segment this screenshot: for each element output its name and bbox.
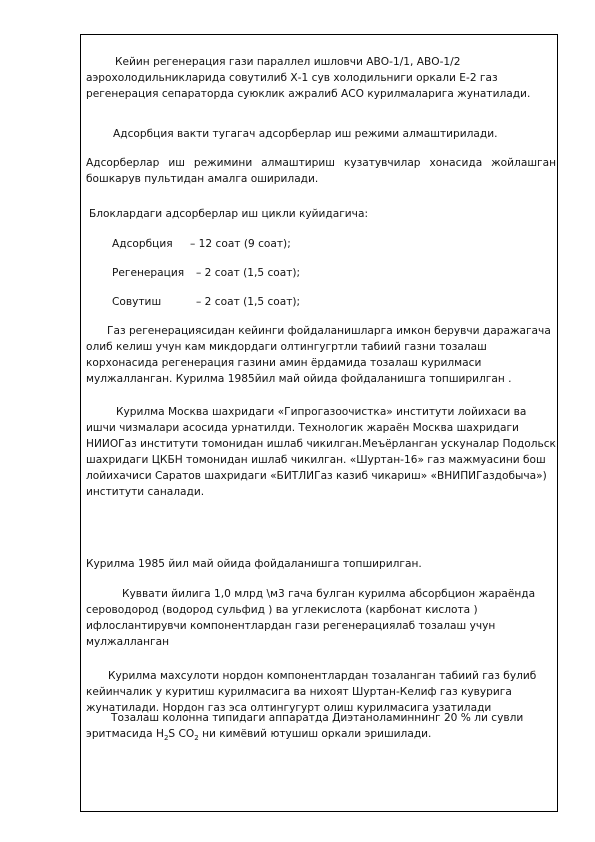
paragraph-commissioning: Курилма 1985 йил май ойида фойдаланишга топширилган. <box>86 558 422 570</box>
paragraph-cycle-intro: Блоклардаги адсорберлар иш цикли куйидагича: <box>89 208 369 220</box>
cycle-value: – 2 соат (1,5 соат); <box>196 296 301 308</box>
paragraph-column-cleaning: Тозалаш колонна типидаги аппаратда Диэтаноламиннинг 20 % ли сувли эритмасида $Н_2S$ $CO_2$ ни кимёвий ютушиш оркали эришилади. <box>86 712 524 743</box>
cycle-value: – 2 соат (1,5 соат); <box>196 267 301 279</box>
paragraph-amine-cleaning: Газ регенерациясидан кейинги фойдаланишларга имкон берувчи даражагача олиб келиш учун кам микдордаги олтингугртли табиий газни тозалаш корхонасида регенерация газини амин ёрдамида тозалаш курилмаси мулжалланган. Курилма 1985йил май ойида фойдаланишга топширилган . <box>86 325 551 385</box>
cycle-row-adsorption <box>112 236 291 252</box>
paragraph-regeneration-cooling: Кейин регенерация гази параллел ишловчи АВО-1/1, АВО-1/2 аэрохолодильникларида совутилиб Х-1 сув холодильниги оркали Е-2 газ регенерация сепараторда суюклик ажралиб АСО курилмаларига жунатилади. <box>86 56 531 100</box>
paragraph-product: Курилма махсулоти нордон компонентлардан тозаланган табиий газ булиб кейинчалик у куритиш курилмасига ва нихоят Шуртан-Келиф газ кувурига жунатилади. Нордон газ эса олтингугурт олиш курилмасига узатилади <box>86 670 537 714</box>
paragraph-control-panel: Адсорберлар иш режимини алмаштириш кузатувчилар хонасида жойлашган бошкарув пультидан амалга оширилади. <box>86 157 556 185</box>
cycle-row-regeneration <box>112 265 300 281</box>
paragraph-institute-design: Курилма Москва шахридаги «Гипрогазоочистка» институти лойихаси ва ишчи чизмалари асосида урнатилди. Технологик жараён Москва шахридаги НИИОГаз институти томонидан ишлаб чикилган.Меъёрланган ускуналар Подольск шахридаги ЦКБН томонидан ишлаб чикилган. «Шуртан-16» газ мажмуасини бош лойихачиси Саратов шахридаги «БИТЛИГаз казиб чикариш» «ВНИПИГаздобыча») институти саналади. <box>86 406 556 498</box>
cycle-value: – 12 соат (9 соат); <box>190 238 291 250</box>
cycle-label: Совутиш <box>112 296 162 308</box>
cycle-label: Регенерация <box>112 267 185 279</box>
cycle-row-cooling <box>112 294 300 310</box>
cycle-label: Адсорбция <box>112 238 173 250</box>
paragraph-adsorption-switch: Адсорбция вакти тугагач адсорберлар иш режими алмаштирилади. <box>113 128 498 140</box>
paragraph-capacity: Куввати йилига 1,0 млрд \м3 гача булган курилма абсорбцион жараёнда сероводород (водород сульфид ) ва углекислота (карбонат кислота ) ифлослантирувчи компонентлардан гази регенерациялаб тозалаш учун мулжалланган <box>86 588 536 648</box>
